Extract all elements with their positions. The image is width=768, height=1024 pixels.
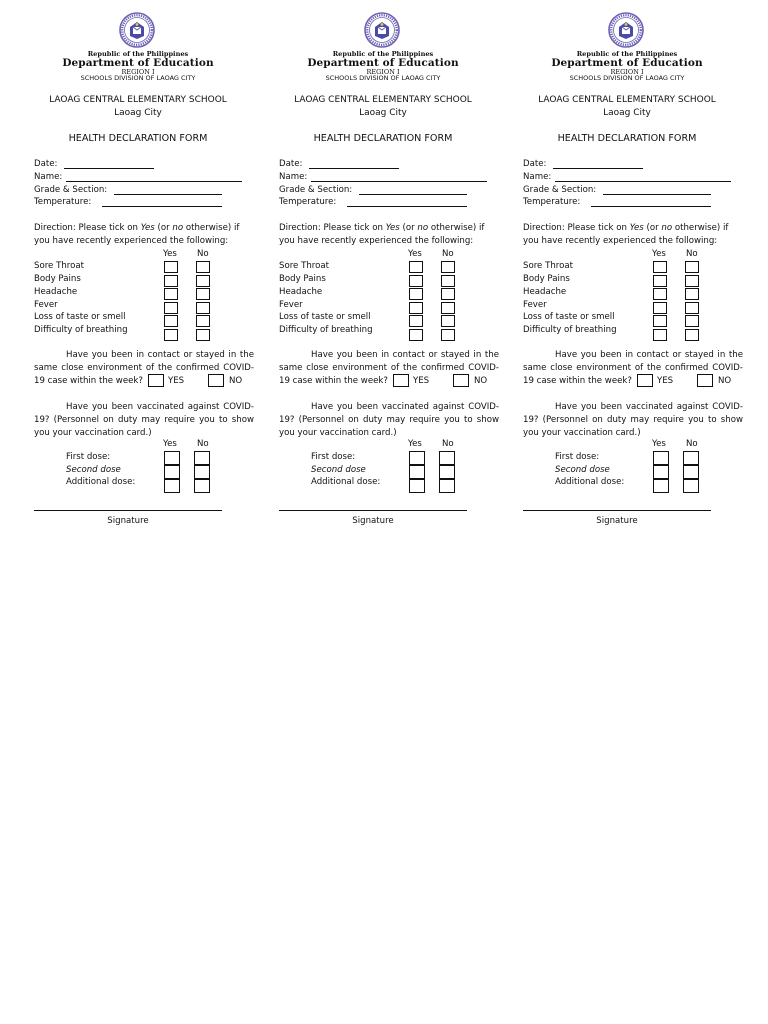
grade-section-line[interactable] xyxy=(603,194,711,195)
date-line[interactable] xyxy=(64,168,154,169)
checkbox-yes[interactable] xyxy=(653,329,667,341)
republic-text: Republic of the Philippines xyxy=(87,50,189,58)
vaccination-question: Have you been vaccinated against COVID-19? (Personnel on duty may require you to show you your vaccination card.) xyxy=(523,402,743,438)
republic-text: Republic of the Philippines xyxy=(576,50,678,58)
city-name: Laoag City xyxy=(603,108,651,118)
yes-column-header: Yes xyxy=(408,439,422,449)
first-dose-label: First dose: xyxy=(555,452,600,462)
symptom-loss-taste-smell: Loss of taste or smell xyxy=(523,312,615,322)
symptom-sore-throat: Sore Throat xyxy=(279,261,330,271)
no-column-header: No xyxy=(197,439,209,449)
checkbox-yes[interactable] xyxy=(409,288,423,300)
temperature-line[interactable] xyxy=(102,206,222,207)
symptom-loss-taste-smell: Loss of taste or smell xyxy=(34,312,126,322)
contact-yes-checkbox[interactable] xyxy=(148,374,164,387)
checkbox-no[interactable] xyxy=(685,329,699,341)
name-label: Name: xyxy=(523,172,552,182)
second-dose-no-checkbox[interactable] xyxy=(194,465,210,479)
grade-section-line[interactable] xyxy=(359,194,467,195)
grade-section-label: Grade & Section: xyxy=(523,185,597,195)
symptom-headache: Headache xyxy=(279,287,323,297)
additional-dose-no-checkbox[interactable] xyxy=(194,479,210,493)
date-field[interactable] xyxy=(523,158,546,171)
checkbox-yes[interactable] xyxy=(409,261,423,273)
grade-section-label: Grade & Section: xyxy=(279,185,353,195)
department-title: Department of Education xyxy=(551,57,703,69)
checkbox-yes[interactable] xyxy=(653,302,667,314)
region-text: REGION I xyxy=(121,68,155,76)
yes-column-header: Yes xyxy=(163,439,177,449)
name-field[interactable] xyxy=(279,171,307,184)
symptom-difficulty-breathing: Difficulty of breathing xyxy=(523,325,617,335)
division-text: SCHOOLS DIVISION OF LAOAG CITY xyxy=(80,74,196,82)
name-line[interactable] xyxy=(555,181,731,182)
symptom-difficulty-breathing: Difficulty of breathing xyxy=(279,325,373,335)
no-column-header: No xyxy=(442,249,454,259)
contact-no-checkbox[interactable] xyxy=(453,374,469,387)
checkbox-no[interactable] xyxy=(685,275,699,287)
checkbox-yes[interactable] xyxy=(653,261,667,273)
contact-yes-checkbox[interactable] xyxy=(637,374,653,387)
direction-text: Direction: Please tick on Yes (or no otherwise) if you have recently experienced the following: xyxy=(523,223,729,246)
second-dose-label: Second dose xyxy=(66,465,121,475)
checkbox-no[interactable] xyxy=(441,261,455,273)
health-declaration-form-1 xyxy=(22,0,254,540)
form-title: HEALTH DECLARATION FORM xyxy=(557,133,697,144)
checkbox-yes[interactable] xyxy=(409,315,423,327)
health-declaration-form-2 xyxy=(267,0,499,540)
department-title: Department of Education xyxy=(307,57,459,69)
contact-yes-label: YES xyxy=(168,376,185,386)
checkbox-no[interactable] xyxy=(196,315,210,327)
symptom-fever: Fever xyxy=(34,300,58,310)
contact-question: Have you been in contact or stayed in the same close environment of the confirmed COVID-19 case within the week? xyxy=(34,350,254,386)
date-label: Date: xyxy=(34,159,58,169)
additional-dose-label: Additional dose: xyxy=(555,477,625,487)
grade-section-label: Grade & Section: xyxy=(34,185,108,195)
form-title: HEALTH DECLARATION FORM xyxy=(313,133,453,144)
date-label: Date: xyxy=(279,159,303,169)
checkbox-yes[interactable] xyxy=(164,275,178,287)
checkbox-yes[interactable] xyxy=(653,288,667,300)
contact-yes-checkbox[interactable] xyxy=(393,374,409,387)
first-dose-yes-checkbox[interactable] xyxy=(653,451,669,465)
second-dose-yes-checkbox[interactable] xyxy=(164,465,180,479)
temperature-label: Temperature: xyxy=(523,197,581,207)
date-line[interactable] xyxy=(553,168,643,169)
direction-text: Direction: Please tick on Yes (or no otherwise) if you have recently experienced the following: xyxy=(279,223,485,246)
first-dose-label: First dose: xyxy=(66,452,111,462)
name-field[interactable] xyxy=(523,171,551,184)
temperature-field[interactable] xyxy=(279,196,336,209)
division-text: SCHOOLS DIVISION OF LAOAG CITY xyxy=(325,74,441,82)
symptom-sore-throat: Sore Throat xyxy=(34,261,85,271)
region-text: REGION I xyxy=(366,68,400,76)
temperature-field[interactable] xyxy=(523,196,580,209)
signature-label: Signature xyxy=(352,516,394,526)
direction-text: Direction: Please tick on Yes (or no otherwise) if you have recently experienced the following: xyxy=(34,223,240,246)
symptom-body-pains: Body Pains xyxy=(523,274,570,284)
checkbox-no[interactable] xyxy=(196,261,210,273)
first-dose-no-checkbox[interactable] xyxy=(194,451,210,465)
second-dose-label: Second dose xyxy=(311,465,366,475)
symptom-sore-throat: Sore Throat xyxy=(523,261,574,271)
checkbox-yes[interactable] xyxy=(164,329,178,341)
checkbox-no[interactable] xyxy=(196,329,210,341)
temperature-label: Temperature: xyxy=(34,197,92,207)
symptom-loss-taste-smell: Loss of taste or smell xyxy=(279,312,371,322)
yes-column-header: Yes xyxy=(163,249,177,259)
signature-line[interactable] xyxy=(34,510,222,511)
second-dose-label: Second dose xyxy=(555,465,610,475)
checkbox-no[interactable] xyxy=(685,288,699,300)
checkbox-yes[interactable] xyxy=(653,275,667,287)
signature-label: Signature xyxy=(596,516,638,526)
deped-seal-icon xyxy=(364,12,400,48)
grade-section-line[interactable] xyxy=(114,194,222,195)
symptom-body-pains: Body Pains xyxy=(279,274,326,284)
symptom-headache: Headache xyxy=(523,287,567,297)
date-line[interactable] xyxy=(309,168,399,169)
date-field[interactable] xyxy=(279,158,302,171)
contact-question: Have you been in contact or stayed in the same close environment of the confirmed COVID-19 case within the week? xyxy=(279,350,499,386)
symptom-difficulty-breathing: Difficulty of breathing xyxy=(34,325,128,335)
signature-line[interactable] xyxy=(279,510,467,511)
symptom-fever: Fever xyxy=(279,300,303,310)
republic-text: Republic of the Philippines xyxy=(332,50,434,58)
checkbox-no[interactable] xyxy=(441,288,455,300)
checkbox-no[interactable] xyxy=(441,315,455,327)
contact-question: Have you been in contact or stayed in the same close environment of the confirmed COVID-19 case within the week? xyxy=(523,350,743,386)
region-text: REGION I xyxy=(610,68,644,76)
checkbox-no[interactable] xyxy=(685,302,699,314)
contact-no-label: NO xyxy=(229,376,243,386)
name-field[interactable] xyxy=(34,171,62,184)
additional-dose-yes-checkbox[interactable] xyxy=(409,479,425,493)
name-line[interactable] xyxy=(311,181,487,182)
school-name: LAOAG CENTRAL ELEMENTARY SCHOOL xyxy=(49,95,227,105)
checkbox-no[interactable] xyxy=(196,275,210,287)
first-dose-yes-checkbox[interactable] xyxy=(164,451,180,465)
vaccination-question: Have you been vaccinated against COVID-19? (Personnel on duty may require you to show you your vaccination card.) xyxy=(279,402,499,438)
second-dose-no-checkbox[interactable] xyxy=(683,465,699,479)
checkbox-yes[interactable] xyxy=(164,261,178,273)
temperature-line[interactable] xyxy=(347,206,467,207)
checkbox-no[interactable] xyxy=(196,302,210,314)
checkbox-no[interactable] xyxy=(196,288,210,300)
department-title: Department of Education xyxy=(62,57,214,69)
symptom-headache: Headache xyxy=(34,287,78,297)
school-name: LAOAG CENTRAL ELEMENTARY SCHOOL xyxy=(538,95,716,105)
additional-dose-no-checkbox[interactable] xyxy=(683,479,699,493)
additional-dose-label: Additional dose: xyxy=(66,477,136,487)
symptom-body-pains: Body Pains xyxy=(34,274,81,284)
signature-label: Signature xyxy=(107,516,149,526)
yes-column-header: Yes xyxy=(408,249,422,259)
yes-column-header: Yes xyxy=(652,439,666,449)
checkbox-yes[interactable] xyxy=(653,315,667,327)
checkbox-no[interactable] xyxy=(441,302,455,314)
additional-dose-yes-checkbox[interactable] xyxy=(653,479,669,493)
date-field[interactable] xyxy=(34,158,57,171)
checkbox-yes[interactable] xyxy=(164,302,178,314)
first-dose-no-checkbox[interactable] xyxy=(683,451,699,465)
checkbox-no[interactable] xyxy=(441,275,455,287)
school-name: LAOAG CENTRAL ELEMENTARY SCHOOL xyxy=(294,95,472,105)
deped-seal-icon xyxy=(119,12,155,48)
vaccination-question: Have you been vaccinated against COVID-19? (Personnel on duty may require you to show you your vaccination card.) xyxy=(34,402,254,438)
temperature-label: Temperature: xyxy=(279,197,337,207)
name-label: Name: xyxy=(34,172,63,182)
contact-no-checkbox[interactable] xyxy=(208,374,224,387)
temperature-field[interactable] xyxy=(34,196,91,209)
division-text: SCHOOLS DIVISION OF LAOAG CITY xyxy=(569,74,685,82)
contact-yes-label: YES xyxy=(413,376,430,386)
additional-dose-label: Additional dose: xyxy=(311,477,381,487)
deped-seal-icon xyxy=(608,12,644,48)
name-label: Name: xyxy=(279,172,308,182)
first-dose-no-checkbox[interactable] xyxy=(439,451,455,465)
additional-dose-no-checkbox[interactable] xyxy=(439,479,455,493)
checkbox-yes[interactable] xyxy=(164,288,178,300)
temperature-line[interactable] xyxy=(591,206,711,207)
first-dose-label: First dose: xyxy=(311,452,356,462)
yes-column-header: Yes xyxy=(652,249,666,259)
form-title: HEALTH DECLARATION FORM xyxy=(68,133,208,144)
name-line[interactable] xyxy=(66,181,242,182)
first-dose-yes-checkbox[interactable] xyxy=(409,451,425,465)
checkbox-no[interactable] xyxy=(685,315,699,327)
contact-yes-label: YES xyxy=(657,376,674,386)
city-name: Laoag City xyxy=(359,108,407,118)
checkbox-no[interactable] xyxy=(441,329,455,341)
additional-dose-yes-checkbox[interactable] xyxy=(164,479,180,493)
checkbox-no[interactable] xyxy=(685,261,699,273)
city-name: Laoag City xyxy=(114,108,162,118)
checkbox-yes[interactable] xyxy=(409,275,423,287)
no-column-header: No xyxy=(442,439,454,449)
symptom-fever: Fever xyxy=(523,300,547,310)
no-column-header: No xyxy=(686,439,698,449)
second-dose-yes-checkbox[interactable] xyxy=(409,465,425,479)
second-dose-yes-checkbox[interactable] xyxy=(653,465,669,479)
checkbox-yes[interactable] xyxy=(164,315,178,327)
date-label: Date: xyxy=(523,159,547,169)
contact-no-label: NO xyxy=(474,376,488,386)
health-declaration-form-3 xyxy=(511,0,743,540)
no-column-header: No xyxy=(197,249,209,259)
second-dose-no-checkbox[interactable] xyxy=(439,465,455,479)
checkbox-yes[interactable] xyxy=(409,329,423,341)
signature-line[interactable] xyxy=(523,510,711,511)
checkbox-yes[interactable] xyxy=(409,302,423,314)
no-column-header: No xyxy=(686,249,698,259)
contact-no-checkbox[interactable] xyxy=(697,374,713,387)
contact-no-label: NO xyxy=(718,376,732,386)
